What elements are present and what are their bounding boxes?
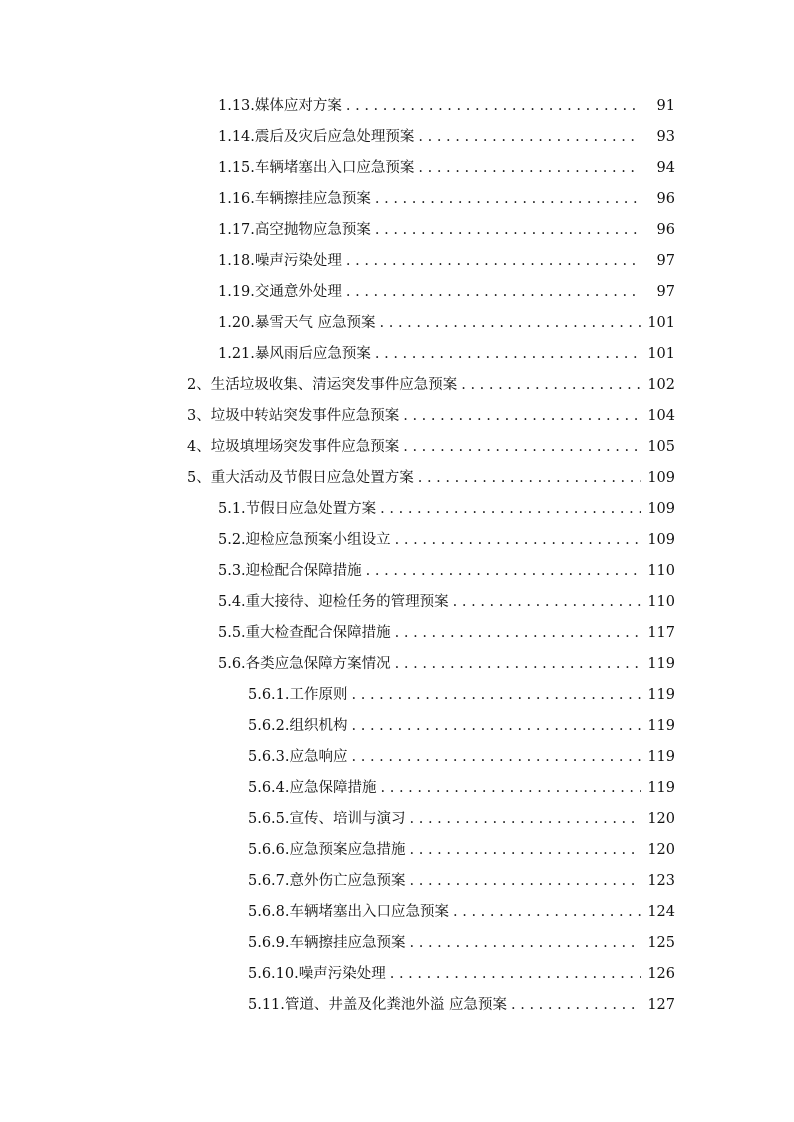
toc-page-number: 109 (647, 470, 675, 486)
toc-entry[interactable] (0, 339, 794, 370)
toc-dot-leader (381, 773, 641, 804)
toc-page-number: 119 (647, 749, 675, 765)
toc-page-number: 123 (647, 873, 675, 889)
toc-entry-title: 5.6.1.工作原则 (248, 687, 348, 703)
toc-page-number: 120 (647, 842, 675, 858)
toc-dot-leader (453, 587, 641, 618)
toc-entry-title: 5.6.3.应急响应 (248, 749, 348, 765)
toc-entry-title: 5.11.管道、井盖及化粪池外溢 应急预案 (248, 997, 508, 1013)
toc-dot-leader (418, 122, 641, 153)
toc-dot-leader (346, 277, 641, 308)
toc-page-number: 120 (647, 811, 675, 827)
toc-entry[interactable] (0, 556, 794, 587)
toc-entry[interactable] (0, 618, 794, 649)
toc-dot-leader (418, 153, 641, 184)
toc-dot-leader (395, 525, 641, 556)
toc-page-number: 104 (647, 408, 675, 424)
toc-page-number: 97 (656, 284, 675, 300)
toc-entry-title: 5.6.8.车辆堵塞出入口应急预案 (248, 904, 450, 920)
toc-entry-title: 1.21.暴风雨后应急预案 (218, 346, 371, 362)
toc-dot-leader (461, 370, 641, 401)
toc-dot-leader (453, 897, 641, 928)
toc-dot-leader (352, 742, 641, 773)
toc-page-number: 119 (647, 780, 675, 796)
toc-entry-title: 1.18.噪声污染处理 (218, 253, 342, 269)
toc-dot-leader (395, 649, 641, 680)
toc-entry-title: 5.6.5.宣传、培训与演习 (248, 811, 406, 827)
toc-entry[interactable] (0, 773, 794, 804)
toc-page-number: 93 (656, 129, 675, 145)
toc-page-number: 119 (647, 656, 675, 672)
toc-page-number: 117 (647, 625, 675, 641)
toc-dot-leader (418, 463, 641, 494)
toc-page-number: 110 (647, 594, 675, 610)
toc-dot-leader (366, 556, 641, 587)
toc-entry[interactable] (0, 91, 794, 122)
toc-entry[interactable] (0, 122, 794, 153)
toc-entry-title: 5.6.7.意外伤亡应急预案 (248, 873, 406, 889)
toc-entry-title: 5.1.节假日应急处置方案 (218, 501, 377, 517)
toc-dot-leader (346, 91, 641, 122)
toc-entry-title: 5、重大活动及节假日应急处置方案 (187, 470, 414, 486)
toc-dot-leader (511, 990, 641, 1021)
toc-dot-leader (375, 184, 641, 215)
toc-entry[interactable] (0, 370, 794, 401)
toc-page-number: 94 (656, 160, 675, 176)
toc-entry[interactable] (0, 990, 794, 1021)
toc-page-number: 127 (647, 997, 675, 1013)
table-of-contents (0, 91, 794, 1021)
toc-page-number: 125 (647, 935, 675, 951)
toc-page-number: 91 (656, 98, 675, 114)
toc-page-number: 126 (647, 966, 675, 982)
toc-page-number: 96 (656, 222, 675, 238)
toc-dot-leader (403, 432, 641, 463)
toc-entry[interactable] (0, 153, 794, 184)
toc-entry-title: 1.17.高空抛物应急预案 (218, 222, 371, 238)
toc-entry-title: 5.5.重大检查配合保障措施 (218, 625, 391, 641)
toc-entry[interactable] (0, 959, 794, 990)
toc-entry-title: 5.6.9.车辆擦挂应急预案 (248, 935, 406, 951)
toc-dot-leader (403, 401, 641, 432)
toc-page-number: 109 (647, 532, 675, 548)
toc-entry[interactable] (0, 432, 794, 463)
toc-dot-leader (352, 680, 641, 711)
toc-entry[interactable] (0, 308, 794, 339)
toc-entry[interactable] (0, 649, 794, 680)
toc-page-number: 96 (656, 191, 675, 207)
toc-dot-leader (380, 308, 641, 339)
toc-entry[interactable] (0, 215, 794, 246)
toc-entry[interactable] (0, 494, 794, 525)
toc-page-number: 119 (647, 687, 675, 703)
toc-entry[interactable] (0, 711, 794, 742)
toc-page-number: 101 (647, 346, 675, 362)
toc-entry-title: 5.6.2.组织机构 (248, 718, 348, 734)
toc-entry-title: 1.14.震后及灾后应急处理预案 (218, 129, 415, 145)
toc-page-number: 109 (647, 501, 675, 517)
toc-dot-leader (352, 711, 641, 742)
toc-entry-title: 1.19.交通意外处理 (218, 284, 342, 300)
toc-entry-title: 1.13.媒体应对方案 (218, 98, 342, 114)
toc-dot-leader (375, 339, 641, 370)
toc-entry-title: 5.4.重大接待、迎检任务的管理预案 (218, 594, 449, 610)
toc-entry-title: 1.16.车辆擦挂应急预案 (218, 191, 371, 207)
toc-dot-leader (410, 928, 641, 959)
toc-entry-title: 1.15.车辆堵塞出入口应急预案 (218, 160, 415, 176)
toc-entry[interactable] (0, 866, 794, 897)
toc-page-number: 97 (656, 253, 675, 269)
toc-page-number: 124 (647, 904, 675, 920)
toc-entry-title: 4、垃圾填埋场突发事件应急预案 (187, 439, 400, 455)
toc-entry[interactable] (0, 246, 794, 277)
toc-entry-title: 1.20.暴雪天气 应急预案 (218, 315, 376, 331)
toc-entry[interactable] (0, 897, 794, 928)
toc-page-number: 119 (647, 718, 675, 734)
toc-page-number: 105 (647, 439, 675, 455)
toc-entry[interactable] (0, 680, 794, 711)
toc-entry[interactable] (0, 525, 794, 556)
toc-entry-title: 5.2.迎检应急预案小组设立 (218, 532, 391, 548)
toc-entry-title: 2、生活垃圾收集、清运突发事件应急预案 (187, 377, 458, 393)
toc-entry[interactable] (0, 463, 794, 494)
toc-entry-title: 5.6.各类应急保障方案情况 (218, 656, 391, 672)
toc-page-number: 102 (647, 377, 675, 393)
toc-dot-leader (395, 618, 641, 649)
toc-page-number: 101 (647, 315, 675, 331)
toc-entry-title: 5.6.4.应急保障措施 (248, 780, 377, 796)
toc-entry[interactable] (0, 184, 794, 215)
toc-entry[interactable] (0, 835, 794, 866)
toc-entry[interactable] (0, 742, 794, 773)
toc-page-number: 110 (647, 563, 675, 579)
toc-entry[interactable] (0, 928, 794, 959)
toc-entry[interactable] (0, 804, 794, 835)
toc-entry[interactable] (0, 401, 794, 432)
toc-entry[interactable] (0, 587, 794, 618)
toc-dot-leader (346, 246, 641, 277)
toc-entry-title: 5.6.6.应急预案应急措施 (248, 842, 406, 858)
toc-dot-leader (410, 866, 641, 897)
toc-dot-leader (375, 215, 641, 246)
toc-entry-title: 3、垃圾中转站突发事件应急预案 (187, 408, 400, 424)
toc-dot-leader (410, 835, 641, 866)
toc-entry-title: 5.6.10.噪声污染处理 (248, 966, 386, 982)
toc-dot-leader (410, 804, 641, 835)
toc-entry-title: 5.3.迎检配合保障措施 (218, 563, 362, 579)
toc-dot-leader (380, 494, 641, 525)
toc-entry[interactable] (0, 277, 794, 308)
toc-dot-leader (390, 959, 641, 990)
